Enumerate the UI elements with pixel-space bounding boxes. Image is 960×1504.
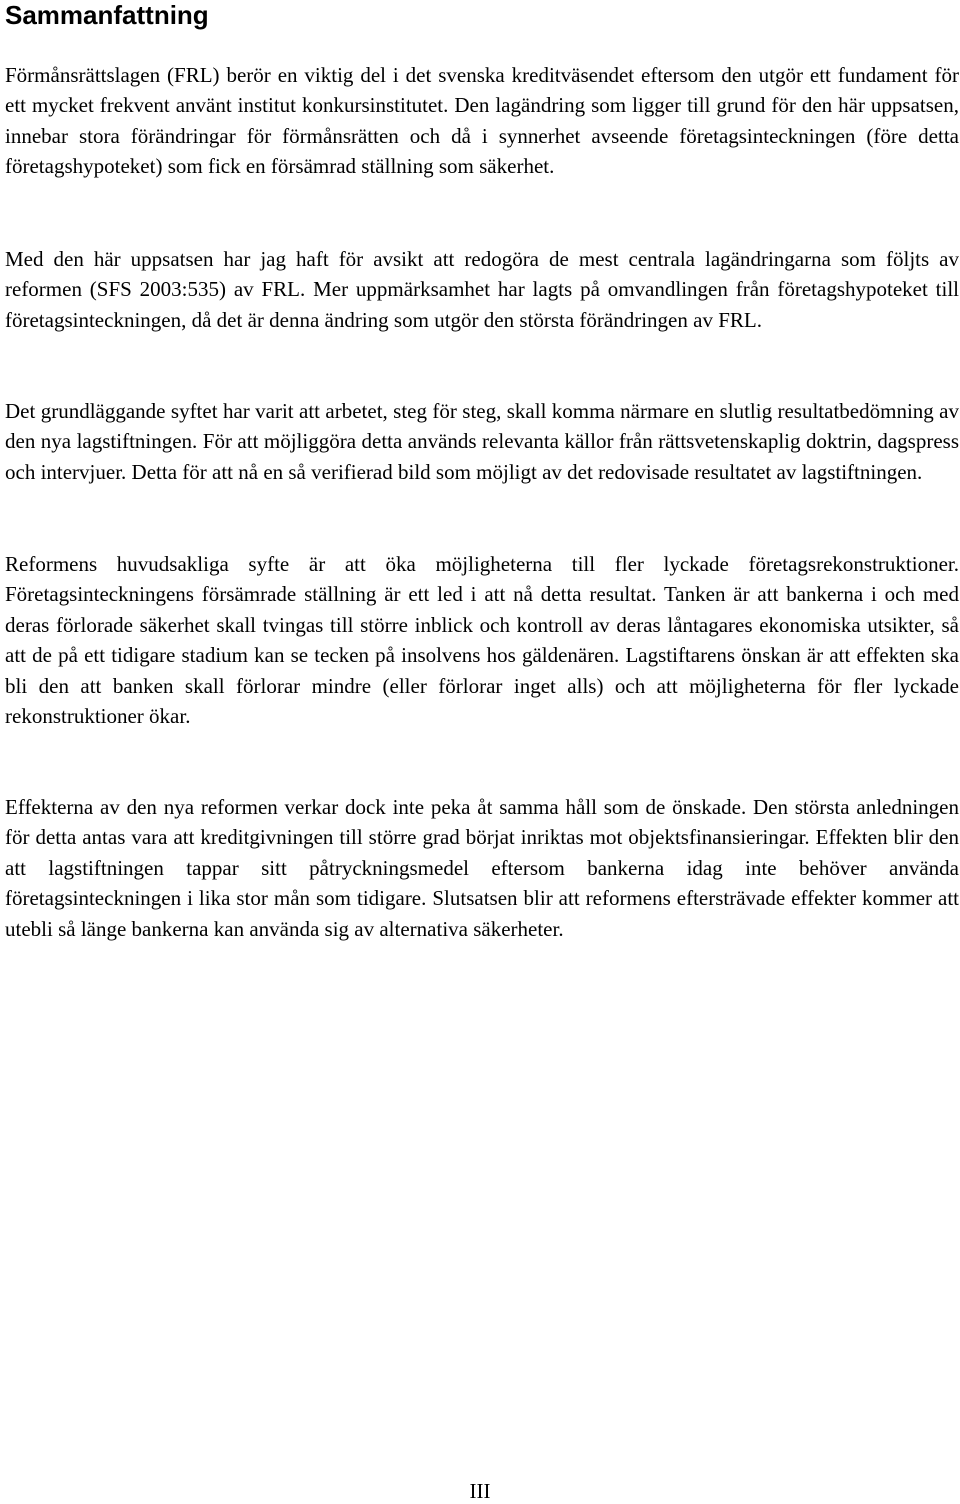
paragraph-1: Förmånsrättslagen (FRL) berör en viktig del i det svenska kreditväsendet eftersom den utgör ett fundament för ett mycket frekvent använt institut konkursinstitutet. Den lagändring som ligger till grund för den här uppsatsen, innebar stora förändringar för förmånsrätten och då i synnerhet avseende företagsinteckningen (före detta företagshypoteket) som fick en försämrad ställning som säkerhet. [5, 63, 959, 179]
paragraph-5: Effekterna av den nya reformen verkar dock inte peka åt samma håll som de önskade. Den största anledningen för detta antas vara att kreditgivningen till större grad börjat inriktas mot objektsfinansieringar. Effekten blir den att lagstiftningen tappar sitt påtryckningsmedel eftersom bankerna idag inte behöver använda företagsinteckningen i lika stor mån som tidigare. Slutsatsen blir att reformens eftersträvade effekter kommer att utebli så länge bankerna kan använda sig av alternativa säkerheter. [5, 795, 959, 941]
paragraph-3: Det grundläggande syftet har varit att arbetet, steg för steg, skall komma närmare en slutlig resultatbedömning av den nya lagstiftningen. För att möjliggöra detta används relevanta källor från rättsvetenskaplig doktrin, dagspress och intervjuer. Detta för att nå en så verifierad bild som möjligt av det redovisade resultatet av lagstiftningen. [5, 399, 959, 484]
paragraph-4: Reformens huvudsakliga syfte är att öka möjligheterna till fler lyckade företagsrekonstruktioner. Företagsinteckningens försämrade ställning är ett led i att nå detta resultat. Tanken är att bankerna i och med deras förlorade säkerhet skall tvingas till större inblick och kontroll av deras låntagares ekonomiska utsikter, så att de på ett tidigare stadium kan se tecken på insolvens hos gäldenären. Lagstiftarens önskan är att effekten ska bli den att banken skall förlorar mindre (eller förlorar inget alls) och att möjligheterna för fler lyckade rekonstruktioner ökar. [5, 552, 959, 729]
page-title: Sammanfattning [5, 0, 209, 30]
paragraph-2: Med den här uppsatsen har jag haft för avsikt att redogöra de mest centrala lagändringarna som följts av reformen (SFS 2003:535) av FRL. Mer uppmärksamhet har lagts på omvandlingen från företagshypoteket till företagsinteckningen, då det är denna ändring som utgör den största förändringen av FRL. [5, 247, 959, 332]
document-page [5, 0, 959, 941]
page-number: III [469, 1479, 491, 1503]
